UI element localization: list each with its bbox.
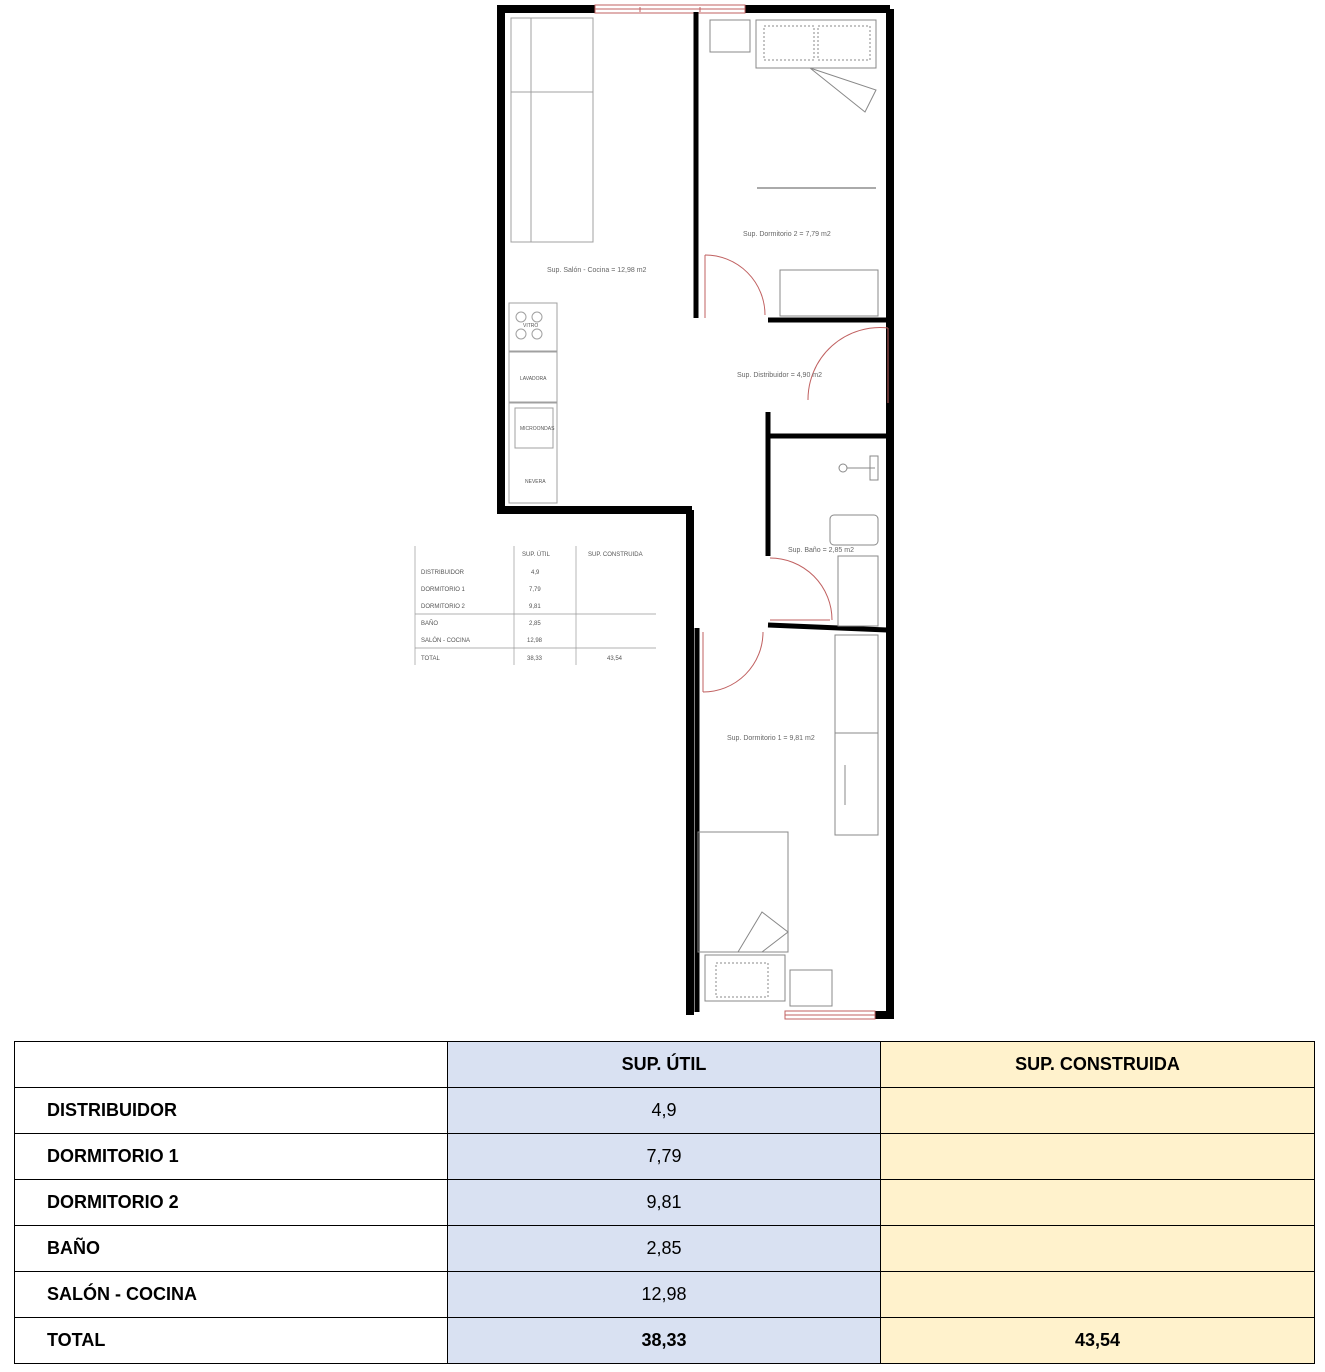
mini-row-name: DISTRIBUIDOR	[421, 570, 465, 576]
table-row	[15, 1088, 1315, 1134]
appliance-label-vitro: VITRO	[523, 323, 539, 329]
appliance-label-lavadora: LAVADORA	[520, 376, 547, 382]
table-row-total	[15, 1318, 1315, 1364]
row-name: DISTRIBUIDOR	[15, 1088, 448, 1134]
row-name: DORMITORIO 2	[15, 1180, 448, 1226]
row-util: 7,79	[448, 1134, 881, 1180]
row-const	[881, 1180, 1315, 1226]
mini-row-util: 4,9	[531, 570, 540, 576]
mini-row-name: SALÓN - COCINA	[421, 638, 471, 644]
row-const	[881, 1088, 1315, 1134]
row-name: TOTAL	[15, 1318, 448, 1364]
row-util: 9,81	[448, 1180, 881, 1226]
header-sup-construida: SUP. CONSTRUIDA	[881, 1042, 1315, 1088]
bano-fixtures	[830, 456, 878, 626]
interior-walls	[696, 12, 887, 1012]
mini-row-util: 7,79	[529, 587, 541, 593]
window-bottom	[785, 1011, 875, 1019]
table-row	[15, 1272, 1315, 1318]
header-sup-util: SUP. ÚTIL	[448, 1042, 881, 1088]
row-util: 4,9	[448, 1088, 881, 1134]
mini-row-util: 12,98	[527, 638, 543, 644]
room-label-dormitorio-1: Sup. Dormitorio 1 = 9,81 m2	[727, 735, 815, 742]
mini-row-util: 9,81	[529, 604, 541, 610]
table-row	[15, 1180, 1315, 1226]
mini-row-name: BAÑO	[421, 621, 439, 627]
row-name: BAÑO	[15, 1226, 448, 1272]
room-label-distribuidor: Sup. Distribuidor = 4,90 m2	[737, 372, 823, 379]
area-table	[14, 1041, 1315, 1364]
row-const	[881, 1272, 1315, 1318]
table-row	[15, 1134, 1315, 1180]
dormitorio-2-furniture	[710, 20, 878, 316]
mini-row-name: TOTAL	[421, 656, 440, 662]
room-label-salon-cocina: Sup. Salón - Cocina = 12,98 m2	[547, 267, 647, 274]
row-const: 43,54	[881, 1318, 1315, 1364]
mini-row-const: 43,54	[607, 656, 623, 662]
mini-table	[415, 546, 656, 665]
appliance-label-nevera: NEVERA	[525, 479, 546, 485]
mini-row-name: DORMITORIO 1	[421, 587, 465, 593]
dormitorio-1-furniture	[698, 635, 878, 1006]
row-const	[881, 1134, 1315, 1180]
row-util: 12,98	[448, 1272, 881, 1318]
table-header-row	[15, 1042, 1315, 1088]
room-label-dormitorio-2: Sup. Dormitorio 2 = 7,79 m2	[743, 231, 831, 238]
table-row	[15, 1226, 1315, 1272]
mini-row-util: 38,33	[527, 656, 543, 662]
mini-row-name: DORMITORIO 2	[421, 604, 465, 610]
mini-header-construida: SUP. CONSTRUIDA	[588, 552, 643, 558]
window-top	[595, 5, 745, 13]
row-util: 38,33	[448, 1318, 881, 1364]
row-const	[881, 1226, 1315, 1272]
mini-row-util: 2,85	[529, 621, 541, 627]
appliance-label-microondas: MICROONDAS	[520, 426, 555, 432]
mini-header-util: SUP. ÚTIL	[522, 552, 550, 558]
header-blank	[15, 1042, 448, 1088]
row-name: DORMITORIO 1	[15, 1134, 448, 1180]
row-name: SALÓN - COCINA	[15, 1272, 448, 1318]
row-util: 2,85	[448, 1226, 881, 1272]
room-label-bano: Sup. Baño = 2,85 m2	[788, 547, 854, 554]
